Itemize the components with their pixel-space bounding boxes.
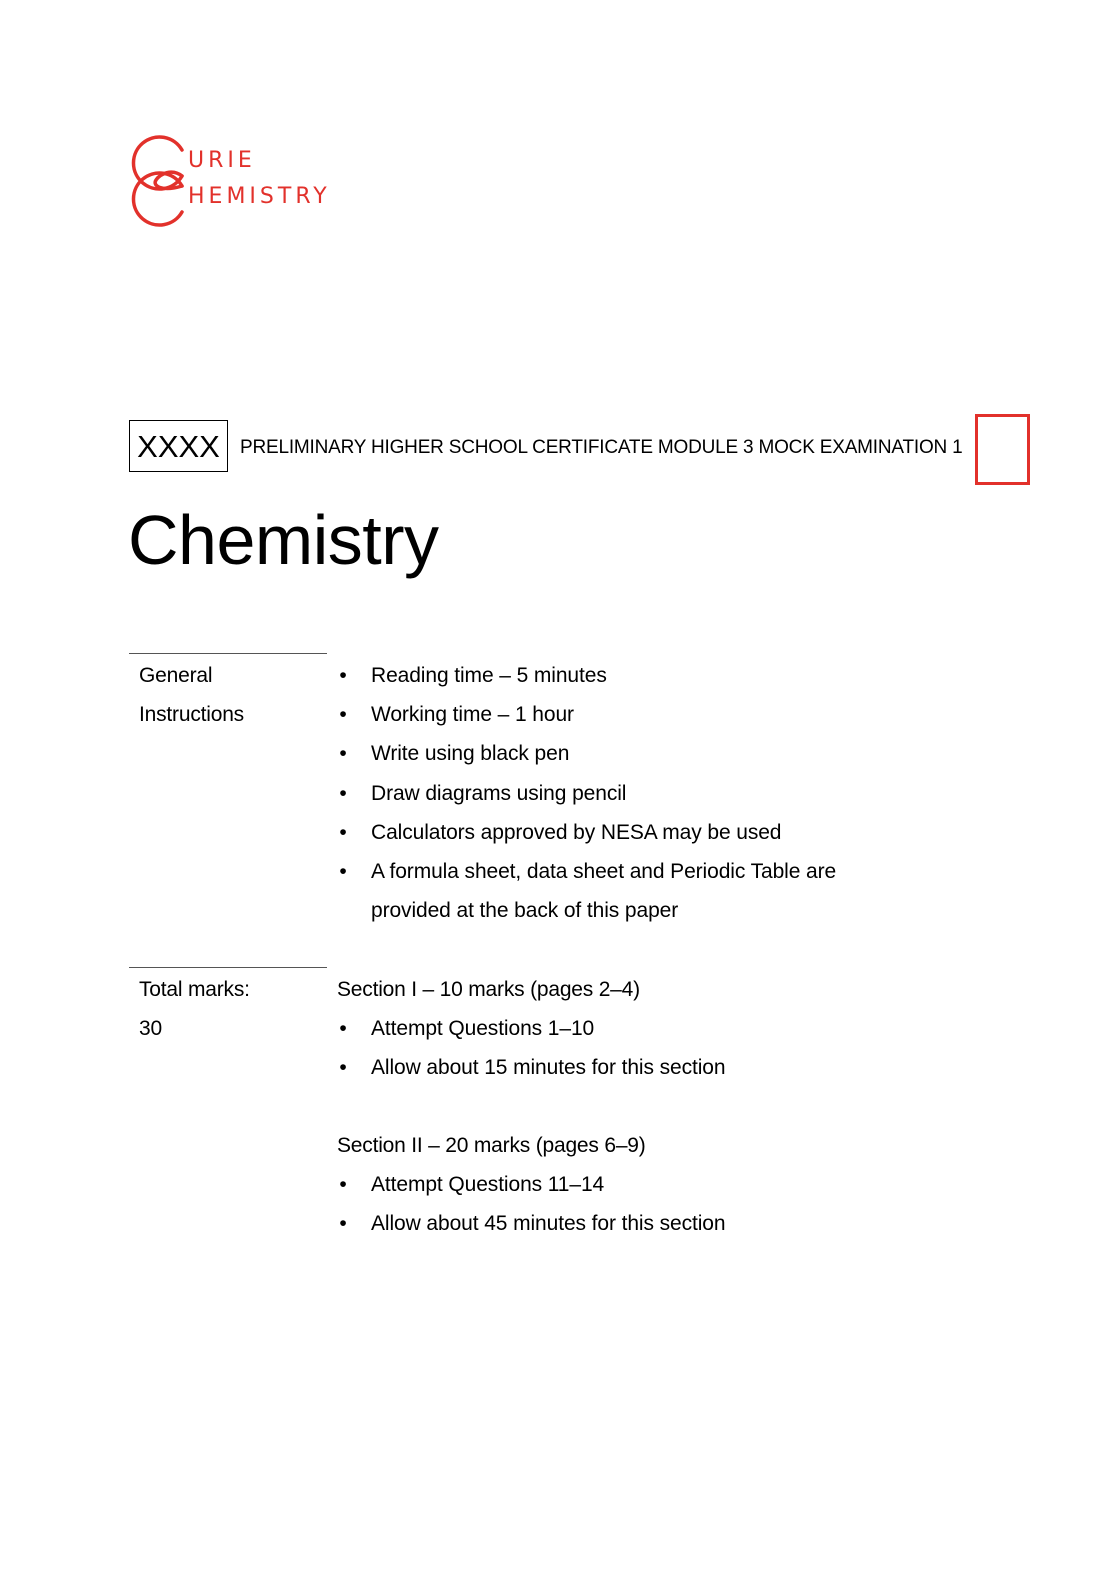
list-item	[337, 813, 836, 852]
total-marks-label: Total marks:	[139, 978, 250, 1001]
list-item	[337, 734, 836, 773]
bullet-icon: •	[339, 781, 347, 805]
general-label-line1: General	[139, 664, 213, 687]
list-item	[337, 1165, 725, 1204]
highlight-box	[975, 414, 1030, 485]
bullet-icon: •	[339, 703, 347, 727]
total-marks-value: 30	[139, 1017, 162, 1040]
exam-title: PRELIMINARY HIGHER SCHOOL CERTIFICATE MODULE 3 MOCK EXAMINATION 1	[240, 437, 963, 458]
section1-list	[337, 1009, 725, 1087]
general-instructions-list	[337, 656, 836, 930]
bullet-icon: •	[339, 664, 347, 687]
bullet-icon: •	[339, 1173, 347, 1196]
list-item	[337, 656, 836, 695]
logo-text-line2: HEMISTRY	[188, 184, 331, 209]
list-item-text: provided at the back of this paper	[371, 899, 679, 923]
bullet-icon: •	[339, 860, 347, 884]
list-item-text: Reading time – 5 minutes	[371, 664, 607, 687]
list-item	[337, 695, 836, 734]
section2-pages: (pages 6–9)	[535, 1134, 646, 1157]
list-item-continuation	[337, 891, 836, 930]
page-title: Chemistry	[128, 501, 439, 579]
list-item-text: Write using black pen	[371, 742, 570, 766]
general-label-line2: Instructions	[139, 703, 244, 726]
divider-general	[129, 653, 327, 654]
list-item-text: Allow about 15 minutes for this section	[371, 1056, 726, 1080]
list-item	[337, 852, 836, 891]
list-item	[337, 1204, 725, 1243]
logo-text-line1: URIE	[188, 148, 256, 173]
list-item-text: Draw diagrams using pencil	[371, 781, 627, 805]
section1-heading	[337, 970, 640, 1009]
curie-chemistry-logo	[126, 128, 346, 228]
list-item	[337, 1009, 725, 1048]
bullet-icon: •	[339, 1017, 347, 1040]
list-item	[337, 774, 836, 813]
list-item-text: Attempt Questions 11–14	[371, 1173, 605, 1196]
bullet-icon: •	[339, 1056, 347, 1080]
bullet-icon: •	[339, 1212, 347, 1236]
list-item-text: Allow about 45 minutes for this section	[371, 1212, 726, 1236]
section2-heading	[337, 1126, 646, 1165]
curie-chemistry-logo-icon	[126, 128, 196, 228]
list-item-text: Working time – 1 hour	[371, 703, 574, 727]
section1-title: Section I – 10 marks	[337, 978, 525, 1001]
divider-total-marks	[129, 967, 327, 968]
section2-title: Section II – 20 marks	[337, 1134, 531, 1157]
section1-pages: (pages 2–4)	[530, 978, 640, 1001]
list-item-text: Calculators approved by NESA may be used	[371, 820, 782, 844]
exam-code-box: XXXX	[129, 420, 228, 472]
list-item	[337, 1048, 725, 1087]
list-item-text: A formula sheet, data sheet and Periodic Table are	[371, 860, 837, 884]
bullet-icon: •	[339, 742, 347, 766]
section2-list	[337, 1165, 725, 1243]
list-item-text: Attempt Questions 1–10	[371, 1017, 595, 1040]
bullet-icon: •	[339, 820, 347, 844]
